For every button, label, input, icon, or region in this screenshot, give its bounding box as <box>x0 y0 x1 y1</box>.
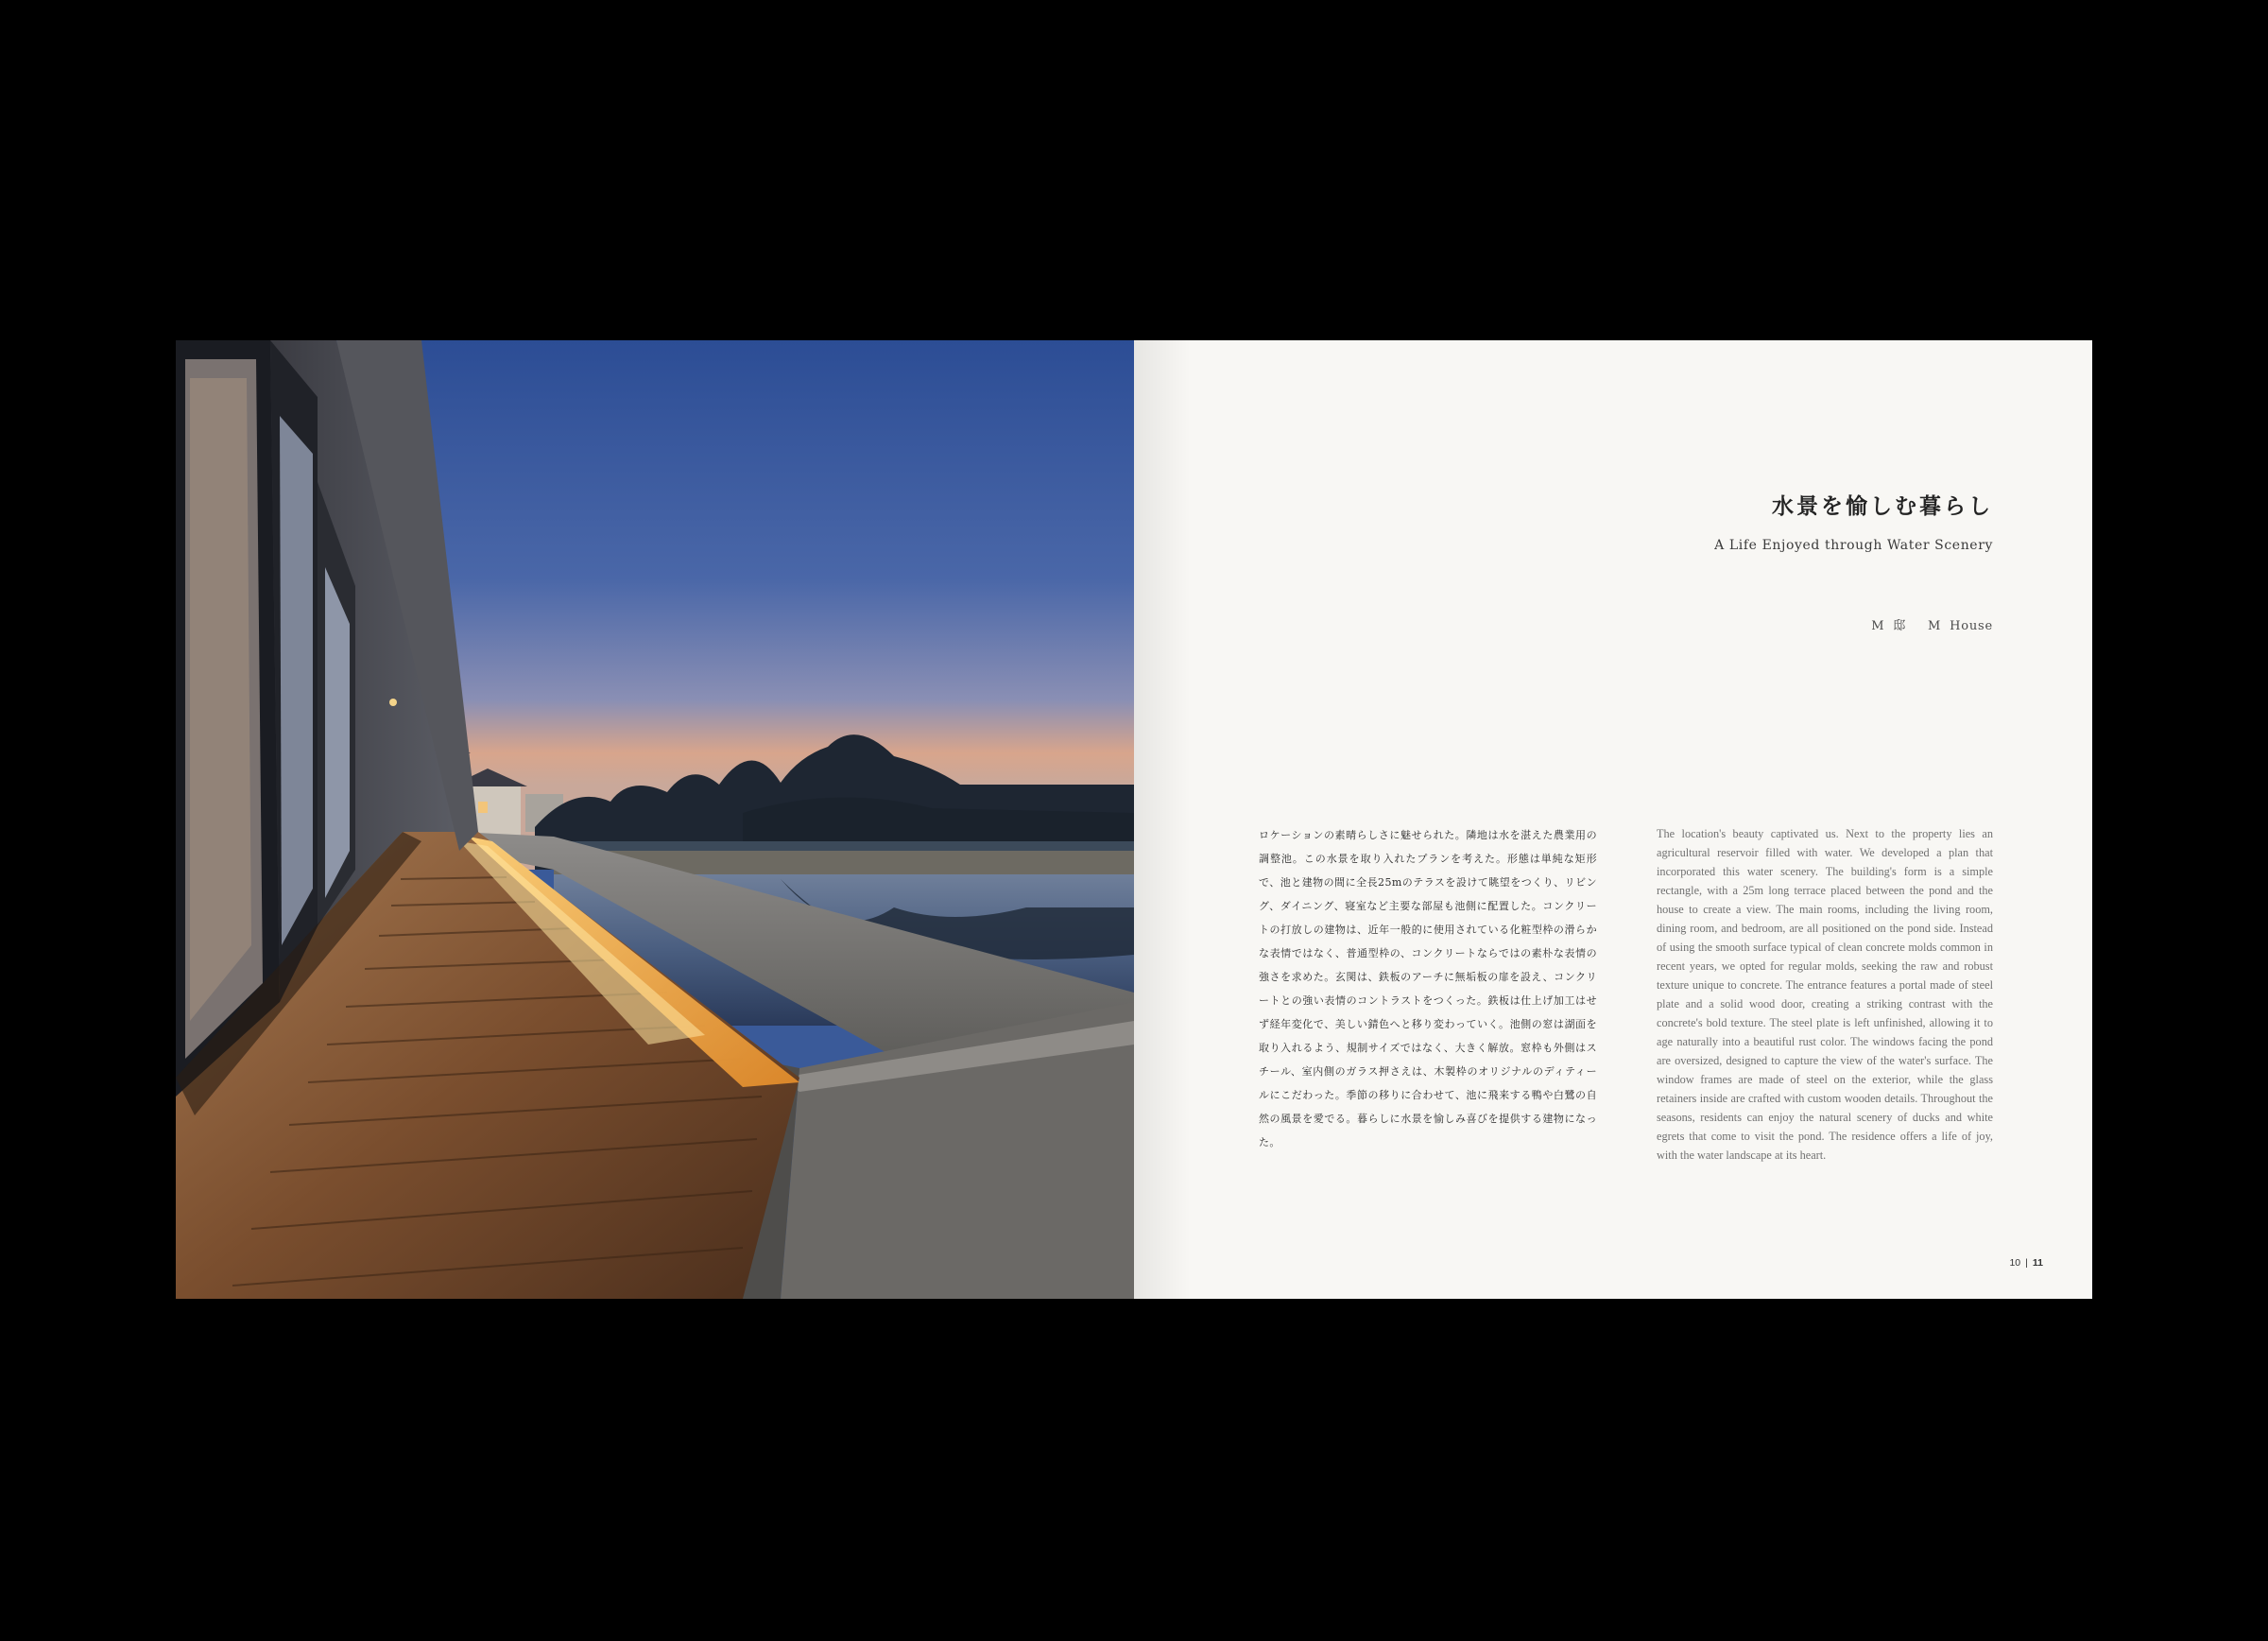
house-name <box>1871 615 1993 633</box>
page-number-right: 11 <box>2032 1257 2043 1269</box>
body-text-ja: ロケーションの素晴らしさに魅せられた。隣地は水を湛えた農業用の調整池。この水景を取り入れたプランを考えた。形態は単純な矩形で、池と建物の間に全長25mのテラスを設けて眺望をつくり、リビング、ダイニング、寝室など主要な部屋も池側に配置した。コンクリートの打放しの建物は、近年一般的に使用されている化粧型枠の滑らかな表情ではなく、普通型枠の、コンクリートならではの素朴な表情の強さを求めた。玄関は、鉄板のアーチに無垢板の扉を設え、コンクリートとの強い表情のコントラストをつくった。鉄板は仕上げ加工はせず経年変化で、美しい錆色へと移り変わっていく。池側の窓は湖面を取り入れるよう、規制サイズではなく、大きく解放。窓枠も外側はスチール、室内側のガラス押さえは、木製枠のオリジナルのディティールにこだわった。季節の移りに合わせて、池に飛来する鴨や白鷺の自然の風景を愛でる。暮らしに水景を愉しみ喜びを提供する建物になった。 <box>1259 829 1597 1149</box>
house-name-en: M House <box>1928 619 1993 633</box>
page-number-separator: | <box>2025 1257 2028 1269</box>
article-title-ja: 水景を愉しむ暮らし <box>1772 493 1993 519</box>
body-text-en: The location's beauty captivated us. Next to the property lies an agricultural reservoir filled with water. We developed a plan that incorporated this water scenery. The building's form is a simple rectangle, with a 25m long terrace placed between the pond and the house to create a view. The main rooms, including the living room, dining room, and bedroom, are all positioned on the pond side. Instead of using the smooth surface typical of clean concrete molds common in recent years, we opted for regular molds, seeking the raw and robust texture unique to concrete. The entrance features a portal made of steel plate and a solid wood door, creating a striking contrast with the concrete's bold texture. The steel plate is left unfinished, allowing it to age naturally into a beautiful rust color. The windows facing the pond are oversized, designed to capture the view of the water's surface. The window frames are made of steel on the exterior, while the glass retainers inside are crafted with custom wooden details. Throughout the seasons, residents can enjoy the natural scenery of ducks and white egrets that come to visit the pond. The residence offers a life of joy, with the water landscape at its heart. <box>1657 827 1993 1163</box>
book-spread <box>176 340 2092 1299</box>
photo-page <box>176 340 1134 1299</box>
house-name-ja: M 邸 <box>1871 619 1907 633</box>
page-numbers <box>2009 1257 2043 1269</box>
gutter-shadow <box>1134 340 1191 1299</box>
house-terrace-photo <box>176 340 1134 1299</box>
text-page <box>1134 340 2092 1299</box>
article-title-en: A Life Enjoyed through Water Scenery <box>1714 538 1993 553</box>
page-number-left: 10 <box>2009 1257 2021 1269</box>
